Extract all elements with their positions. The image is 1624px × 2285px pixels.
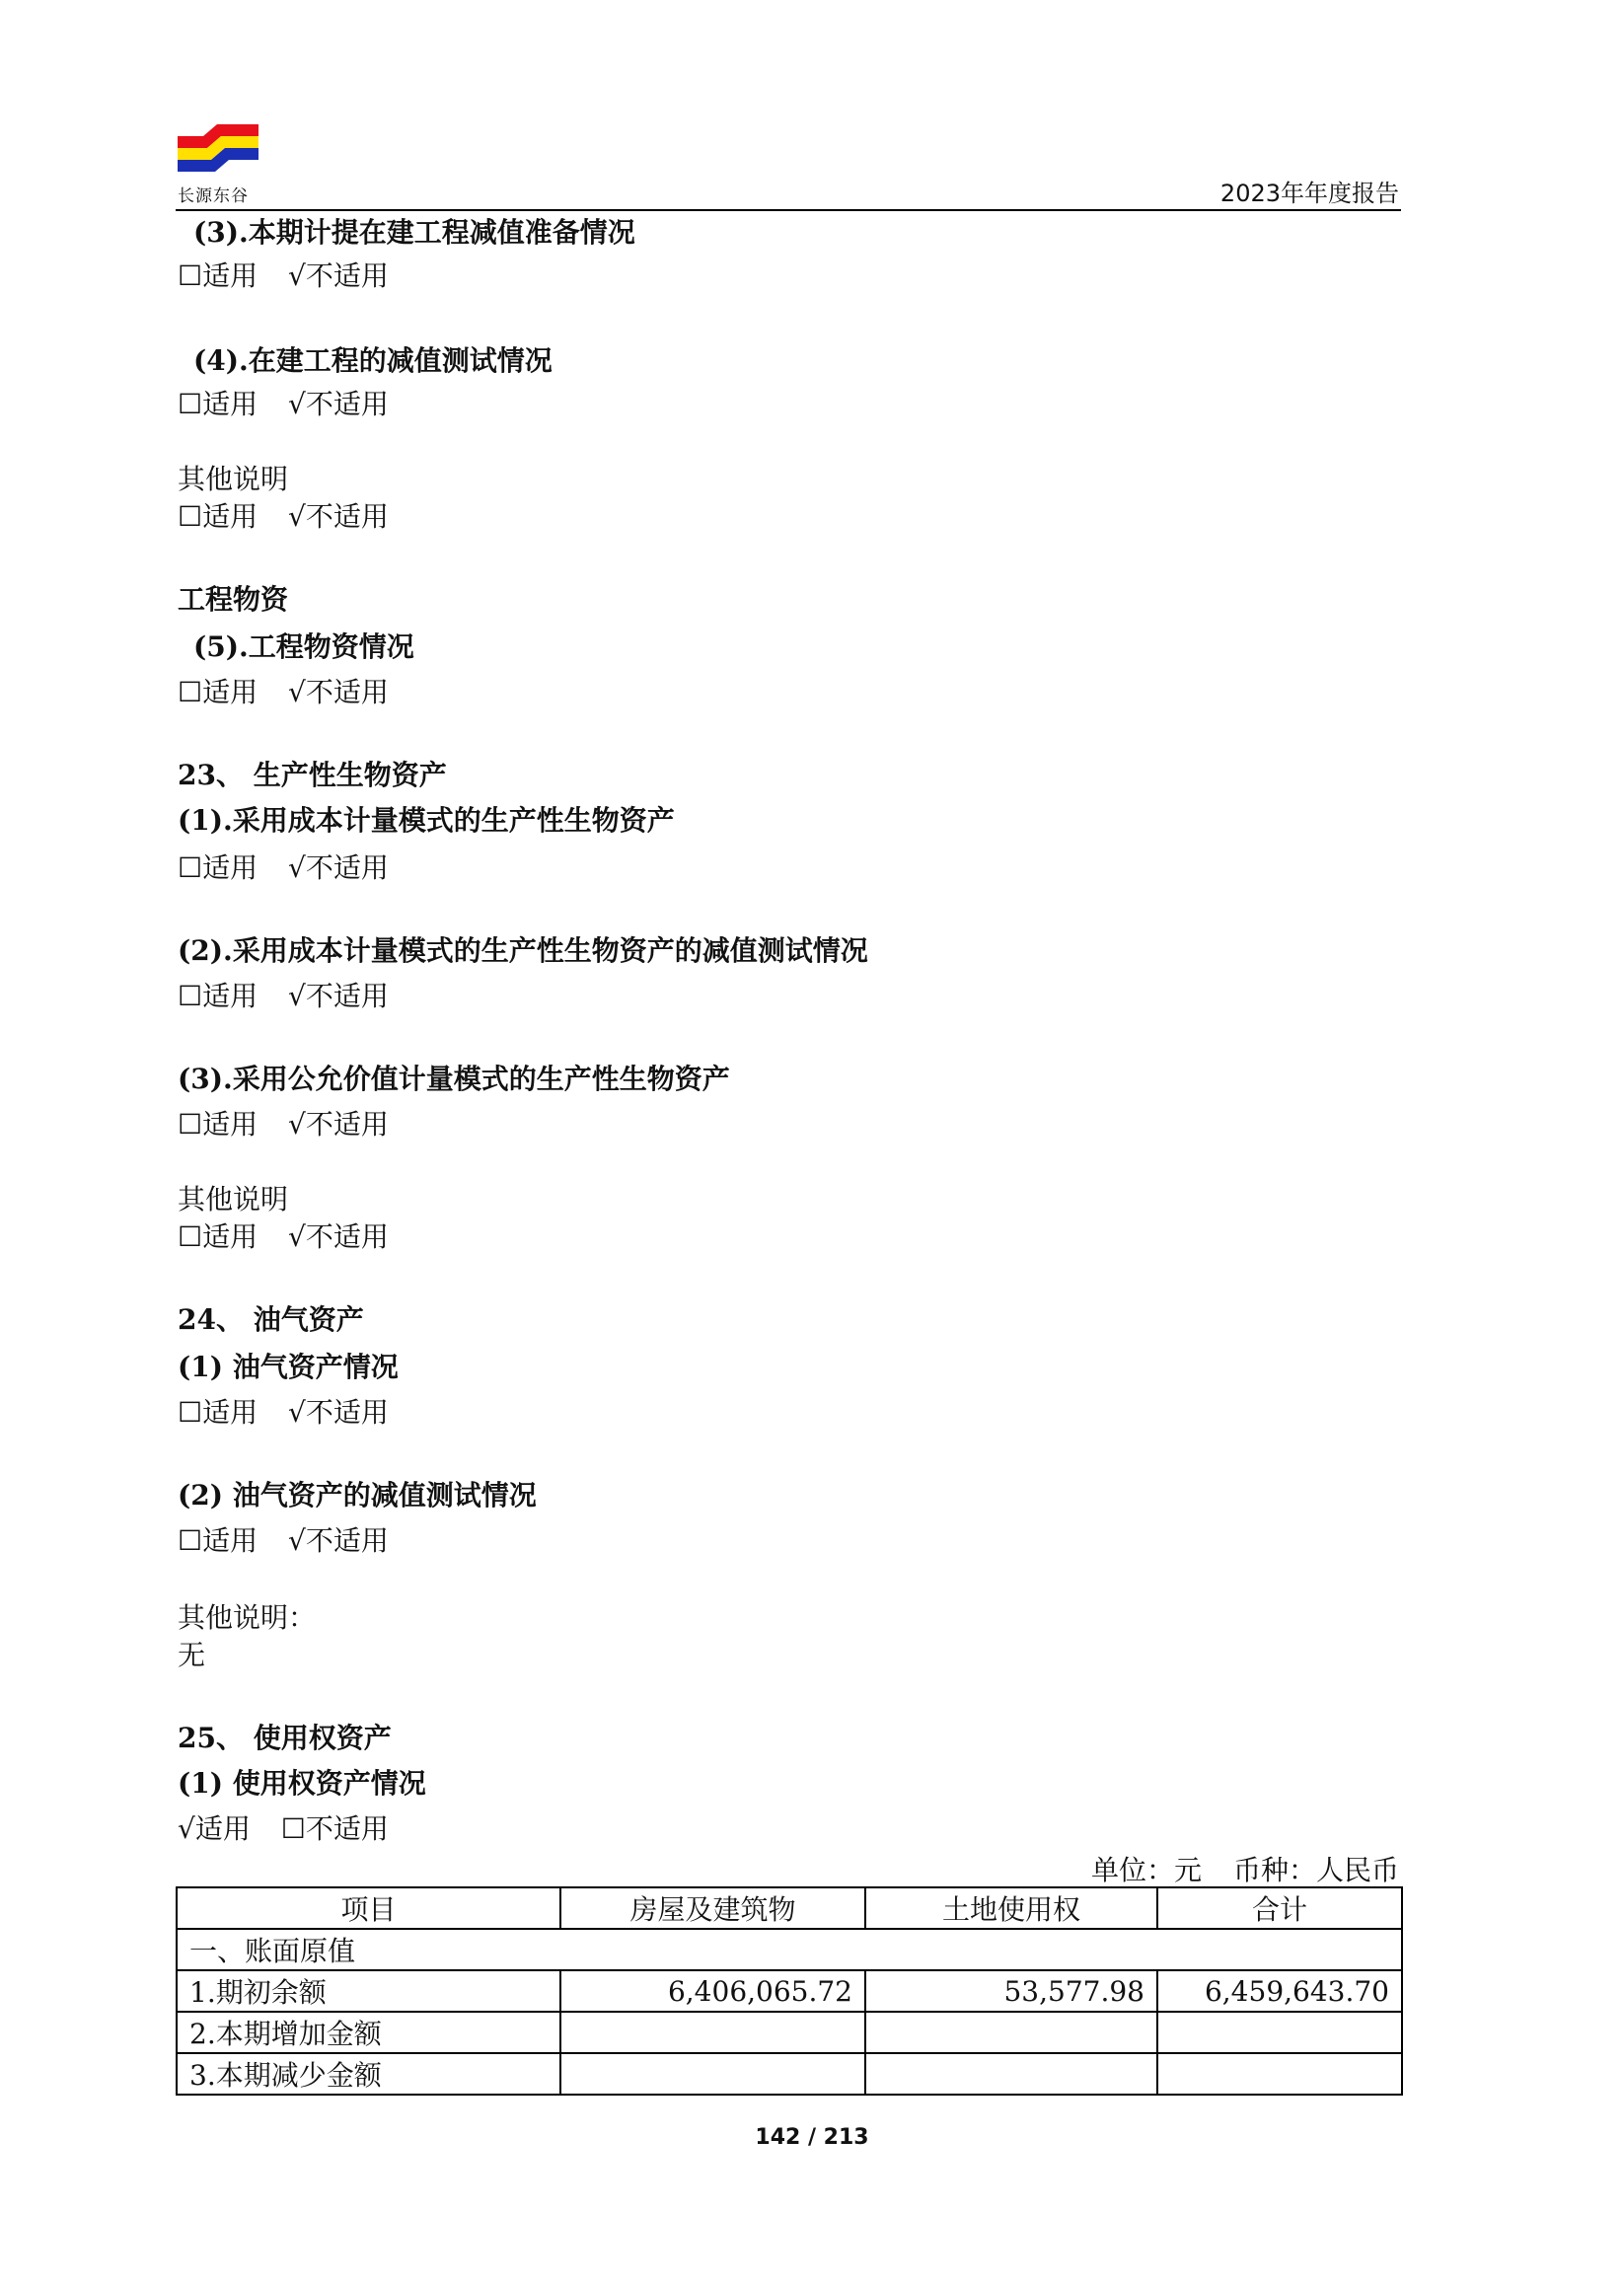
checked-box-icon: √不适用 <box>288 259 389 292</box>
table-row <box>177 2012 1402 2053</box>
applicability-row <box>178 979 389 1014</box>
section-24-1-title: (1) 油气资产情况 <box>178 1351 399 1383</box>
row-label: 1.期初余额 <box>177 1970 560 2012</box>
applicability-row <box>178 850 389 886</box>
unchecked-box-icon: ☐适用 <box>178 1524 258 1557</box>
engineering-materials-heading: 工程物资 <box>178 583 289 616</box>
checked-box-icon: √不适用 <box>288 851 389 884</box>
checked-box-icon: √不适用 <box>288 1108 389 1141</box>
section-5-title: (5).工程物资情况 <box>193 630 414 663</box>
checked-box-icon: √不适用 <box>288 1524 389 1557</box>
unchecked-box-icon: ☐适用 <box>178 980 258 1012</box>
checked-box-icon: √不适用 <box>288 388 389 420</box>
header-total: 合计 <box>1157 1887 1402 1929</box>
applicability-row <box>178 1523 389 1559</box>
buildings-value <box>560 2012 865 2053</box>
applicability-row <box>178 387 389 422</box>
section-24-title: 24、 油气资产 <box>178 1303 364 1336</box>
buildings-value <box>560 2053 865 2095</box>
other-note-label: 其他说明 <box>178 463 289 495</box>
unit-label: 单位：元 <box>1090 1854 1202 1886</box>
none-text: 无 <box>178 1639 206 1671</box>
row-label: 3.本期减少金额 <box>177 2053 560 2095</box>
total-value <box>1157 2012 1402 2053</box>
table-row <box>177 1970 1402 2012</box>
header-divider <box>176 209 1401 211</box>
other-note-label: 其他说明： <box>178 1601 317 1634</box>
total-value: 6,459,643.70 <box>1157 1970 1402 2012</box>
section-4-title: (4).在建工程的减值测试情况 <box>193 344 553 377</box>
currency-label: 币种：人民币 <box>1232 1854 1399 1886</box>
table-section-row <box>177 1929 1402 1970</box>
land-value <box>865 2012 1157 2053</box>
table-header-row <box>177 1887 1402 1929</box>
checked-box-icon: √不适用 <box>288 1396 389 1429</box>
checked-box-icon: √不适用 <box>288 1220 389 1253</box>
page-number: 142 / 213 <box>755 2125 869 2150</box>
checked-box-icon: √不适用 <box>288 676 389 708</box>
unchecked-box-icon: ☐适用 <box>178 500 258 533</box>
section-23-title: 23、 生产性生物资产 <box>178 759 447 791</box>
section-23-2-title: (2).采用成本计量模式的生产性生物资产的减值测试情况 <box>178 934 868 967</box>
land-value <box>865 2053 1157 2095</box>
section-24-2-title: (2) 油气资产的减值测试情况 <box>178 1479 537 1511</box>
header-buildings: 房屋及建筑物 <box>560 1887 865 1929</box>
applicability-row <box>178 258 389 294</box>
section-23-1-title: (1).采用成本计量模式的生产性生物资产 <box>178 804 675 837</box>
right-of-use-assets-table <box>176 1886 1403 2096</box>
applicability-row <box>178 499 389 535</box>
unit-currency-line <box>1091 1849 1399 1888</box>
unchecked-box-icon: ☐适用 <box>178 1108 258 1141</box>
unchecked-box-icon: ☐适用 <box>178 676 258 708</box>
section-3-title: (3).本期计提在建工程减值准备情况 <box>193 216 635 249</box>
applicability-row <box>178 1219 389 1255</box>
applicability-row <box>178 1107 389 1142</box>
other-note-label: 其他说明 <box>178 1183 289 1216</box>
section-25-1-title: (1) 使用权资产情况 <box>178 1767 426 1800</box>
unchecked-box-icon: ☐不适用 <box>280 1812 389 1845</box>
unchecked-box-icon: ☐适用 <box>178 259 258 292</box>
company-logo <box>178 118 260 206</box>
applicability-row <box>178 675 389 710</box>
logo-wave-icon <box>178 118 258 180</box>
checked-box-icon: √不适用 <box>288 500 389 533</box>
section-25-title: 25、 使用权资产 <box>178 1722 392 1754</box>
land-value: 53,577.98 <box>865 1970 1157 2012</box>
applicability-row <box>178 1395 389 1431</box>
unchecked-box-icon: ☐适用 <box>178 1220 258 1253</box>
header-land: 土地使用权 <box>865 1887 1157 1929</box>
checked-box-icon: √适用 <box>178 1812 251 1845</box>
table-row <box>177 2053 1402 2095</box>
logo-text: 长源东谷 <box>178 186 249 206</box>
report-title: 2023年年度报告 <box>1219 180 1399 207</box>
buildings-value: 6,406,065.72 <box>560 1970 865 2012</box>
section-label: 一、账面原值 <box>177 1929 1402 1970</box>
section-23-3-title: (3).采用公允价值计量模式的生产性生物资产 <box>178 1063 730 1095</box>
total-value <box>1157 2053 1402 2095</box>
row-label: 2.本期增加金额 <box>177 2012 560 2053</box>
unchecked-box-icon: ☐适用 <box>178 851 258 884</box>
header-item: 项目 <box>177 1887 560 1929</box>
applicability-row <box>178 1811 389 1847</box>
unchecked-box-icon: ☐适用 <box>178 388 258 420</box>
checked-box-icon: √不适用 <box>288 980 389 1012</box>
unchecked-box-icon: ☐适用 <box>178 1396 258 1429</box>
